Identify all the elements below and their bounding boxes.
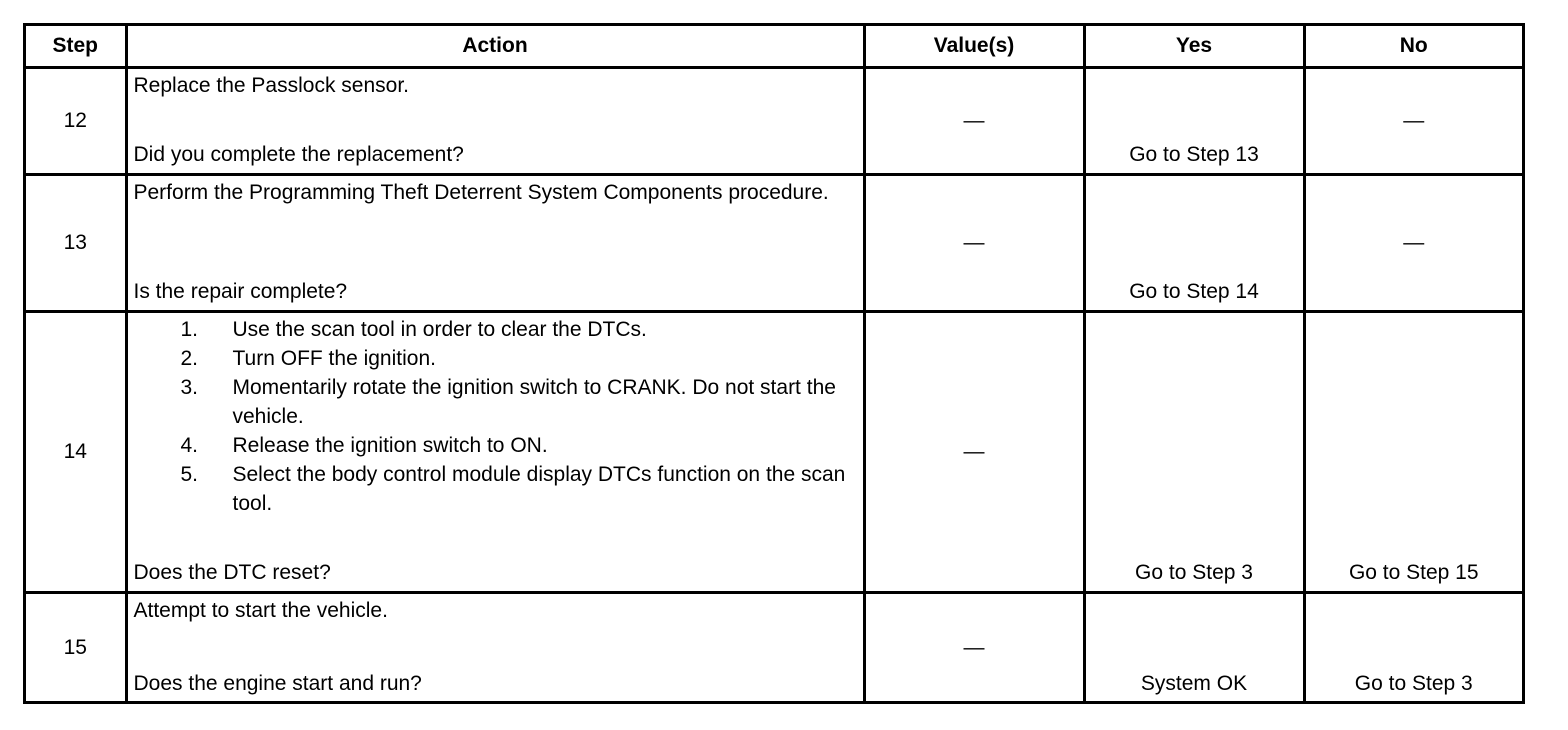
substep-number: 2. — [180, 346, 199, 370]
list-item — [134, 315, 859, 344]
step-number: 12 — [26, 67, 126, 174]
header-step: Step — [26, 26, 126, 67]
table-row — [26, 311, 1522, 592]
substep-text: Select the body control module display DTCs function on the scan tool. — [232, 462, 846, 515]
yes-cell — [1084, 311, 1304, 592]
action-cell — [126, 174, 864, 311]
action-question: Did you complete the replacement? — [133, 142, 464, 166]
action-instruction: Replace the Passlock sensor. — [133, 73, 409, 97]
substep-number: 3. — [180, 375, 199, 399]
header-action: Action — [126, 26, 864, 67]
action-cell — [126, 311, 864, 592]
value-cell: — — [864, 592, 1084, 702]
list-item — [134, 344, 859, 373]
substep-text: Momentarily rotate the ignition switch to CRANK. Do not start the vehicle. — [232, 375, 836, 428]
yes-cell — [1084, 174, 1304, 311]
no-cell — [1304, 592, 1522, 702]
no-cell — [1304, 311, 1522, 592]
table-row — [26, 592, 1522, 702]
diagnostic-table — [26, 26, 1522, 702]
step-number: 15 — [26, 592, 126, 702]
substep-text: Release the ignition switch to ON. — [232, 433, 548, 457]
action-question: Does the engine start and run? — [133, 672, 422, 695]
action-instruction: Perform the Programming Theft Deterrent System Components procedure. — [133, 180, 829, 204]
substep-number: 1. — [180, 317, 199, 341]
action-question: Is the repair complete? — [133, 279, 348, 303]
value-cell: — — [864, 311, 1084, 592]
no-cell: — — [1304, 174, 1522, 311]
diagnostic-table-frame — [23, 23, 1525, 704]
value-cell: — — [864, 174, 1084, 311]
action-cell — [126, 592, 864, 702]
no-result: Go to Step 15 — [1348, 560, 1479, 584]
table-row — [26, 67, 1522, 174]
yes-result: Go to Step 3 — [1135, 560, 1253, 584]
list-item — [134, 373, 859, 431]
list-item — [134, 431, 859, 460]
header-yes: Yes — [1084, 26, 1304, 67]
yes-cell — [1084, 67, 1304, 174]
yes-result: Go to Step 13 — [1129, 142, 1259, 166]
substep-number: 4. — [180, 433, 199, 457]
header-no: No — [1304, 26, 1522, 67]
list-item — [134, 460, 859, 518]
step-number: 13 — [26, 174, 126, 311]
table-row — [26, 174, 1522, 311]
header-row — [26, 26, 1522, 67]
action-instruction: Attempt to start the vehicle. — [133, 598, 388, 622]
yes-result: System OK — [1140, 672, 1248, 695]
yes-cell — [1084, 592, 1304, 702]
no-result: Go to Step 3 — [1354, 672, 1473, 695]
value-cell: — — [864, 67, 1084, 174]
action-question: Does the DTC reset? — [133, 560, 331, 584]
header-values: Value(s) — [864, 26, 1084, 67]
yes-result: Go to Step 14 — [1129, 279, 1259, 303]
substep-list — [134, 315, 859, 518]
substep-text: Turn OFF the ignition. — [232, 346, 436, 370]
step-number: 14 — [26, 311, 126, 592]
action-cell — [126, 67, 864, 174]
action-substeps — [134, 315, 859, 518]
substep-text: Use the scan tool in order to clear the DTCs. — [232, 317, 647, 341]
no-cell: — — [1304, 67, 1522, 174]
substep-number: 5. — [180, 462, 199, 486]
